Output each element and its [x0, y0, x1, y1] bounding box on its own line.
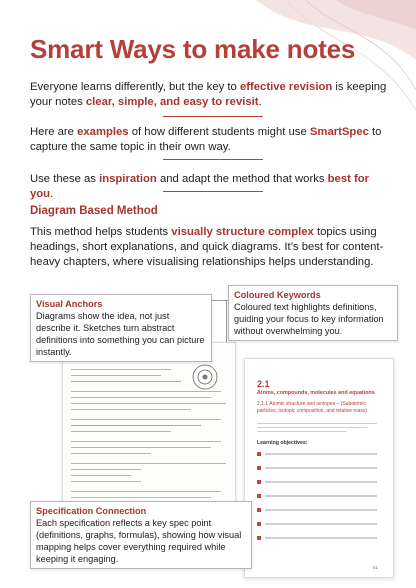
- learning-objectives-label: Learning objectives:: [257, 440, 308, 446]
- atom-diagram-icon: [191, 363, 219, 391]
- callout-specification-connection: [30, 501, 252, 569]
- divider: [163, 191, 263, 192]
- method-title: Diagram Based Method: [30, 205, 158, 217]
- specification-page: [244, 358, 394, 578]
- spec-subtitle: 2.1.1 Atomic structure and isotopes – (Subatomic particles, isotopic composition, and relative mass): [257, 401, 368, 414]
- callout-title: Specification Connection: [36, 506, 147, 516]
- method-description: This method helps students visually structure complex topics using headings, short explanations, and quick diagrams. It’s best for content-heavy chapters, where visualising relationships helps understanding.: [30, 226, 384, 268]
- divider: [163, 116, 263, 117]
- callout-coloured-keywords: [228, 285, 398, 341]
- callout-text: Diagrams show the idea, not just describe it. Sketches turn abstract definitions into something you can picture instantly.: [36, 311, 205, 357]
- intro-paragraph-3: Use these as inspiration and adapt the method that works best for you.: [30, 173, 370, 200]
- intro-paragraph-2: Here are examples of how different students might use SmartSpec to capture the same topic in their own way.: [30, 126, 382, 153]
- page-title: Smart Ways to make notes: [30, 34, 356, 64]
- divider: [163, 159, 263, 160]
- callout-text: Each specification reflects a key spec point (definitions, graphs, formulas), showing how visual mapping helps cover everything required while keeping it engaging.: [36, 518, 242, 564]
- intro-paragraph-1: Everyone learns differently, but the key to effective revision is keeping your notes clear, simple, and easy to revisit.: [30, 81, 387, 108]
- callout-title: Coloured Keywords: [234, 290, 321, 300]
- callout-visual-anchors: [30, 294, 212, 362]
- spec-number: 2.1: [257, 379, 270, 389]
- callout-title: Visual Anchors: [36, 299, 103, 309]
- callout-text: Coloured text highlights definitions, guiding your focus to key information without overwhelming you.: [234, 302, 384, 336]
- decorative-swirl: [216, 0, 416, 140]
- page-number: 51: [373, 565, 379, 570]
- spec-title: Atoms, compounds, molecules and equations: [257, 390, 375, 396]
